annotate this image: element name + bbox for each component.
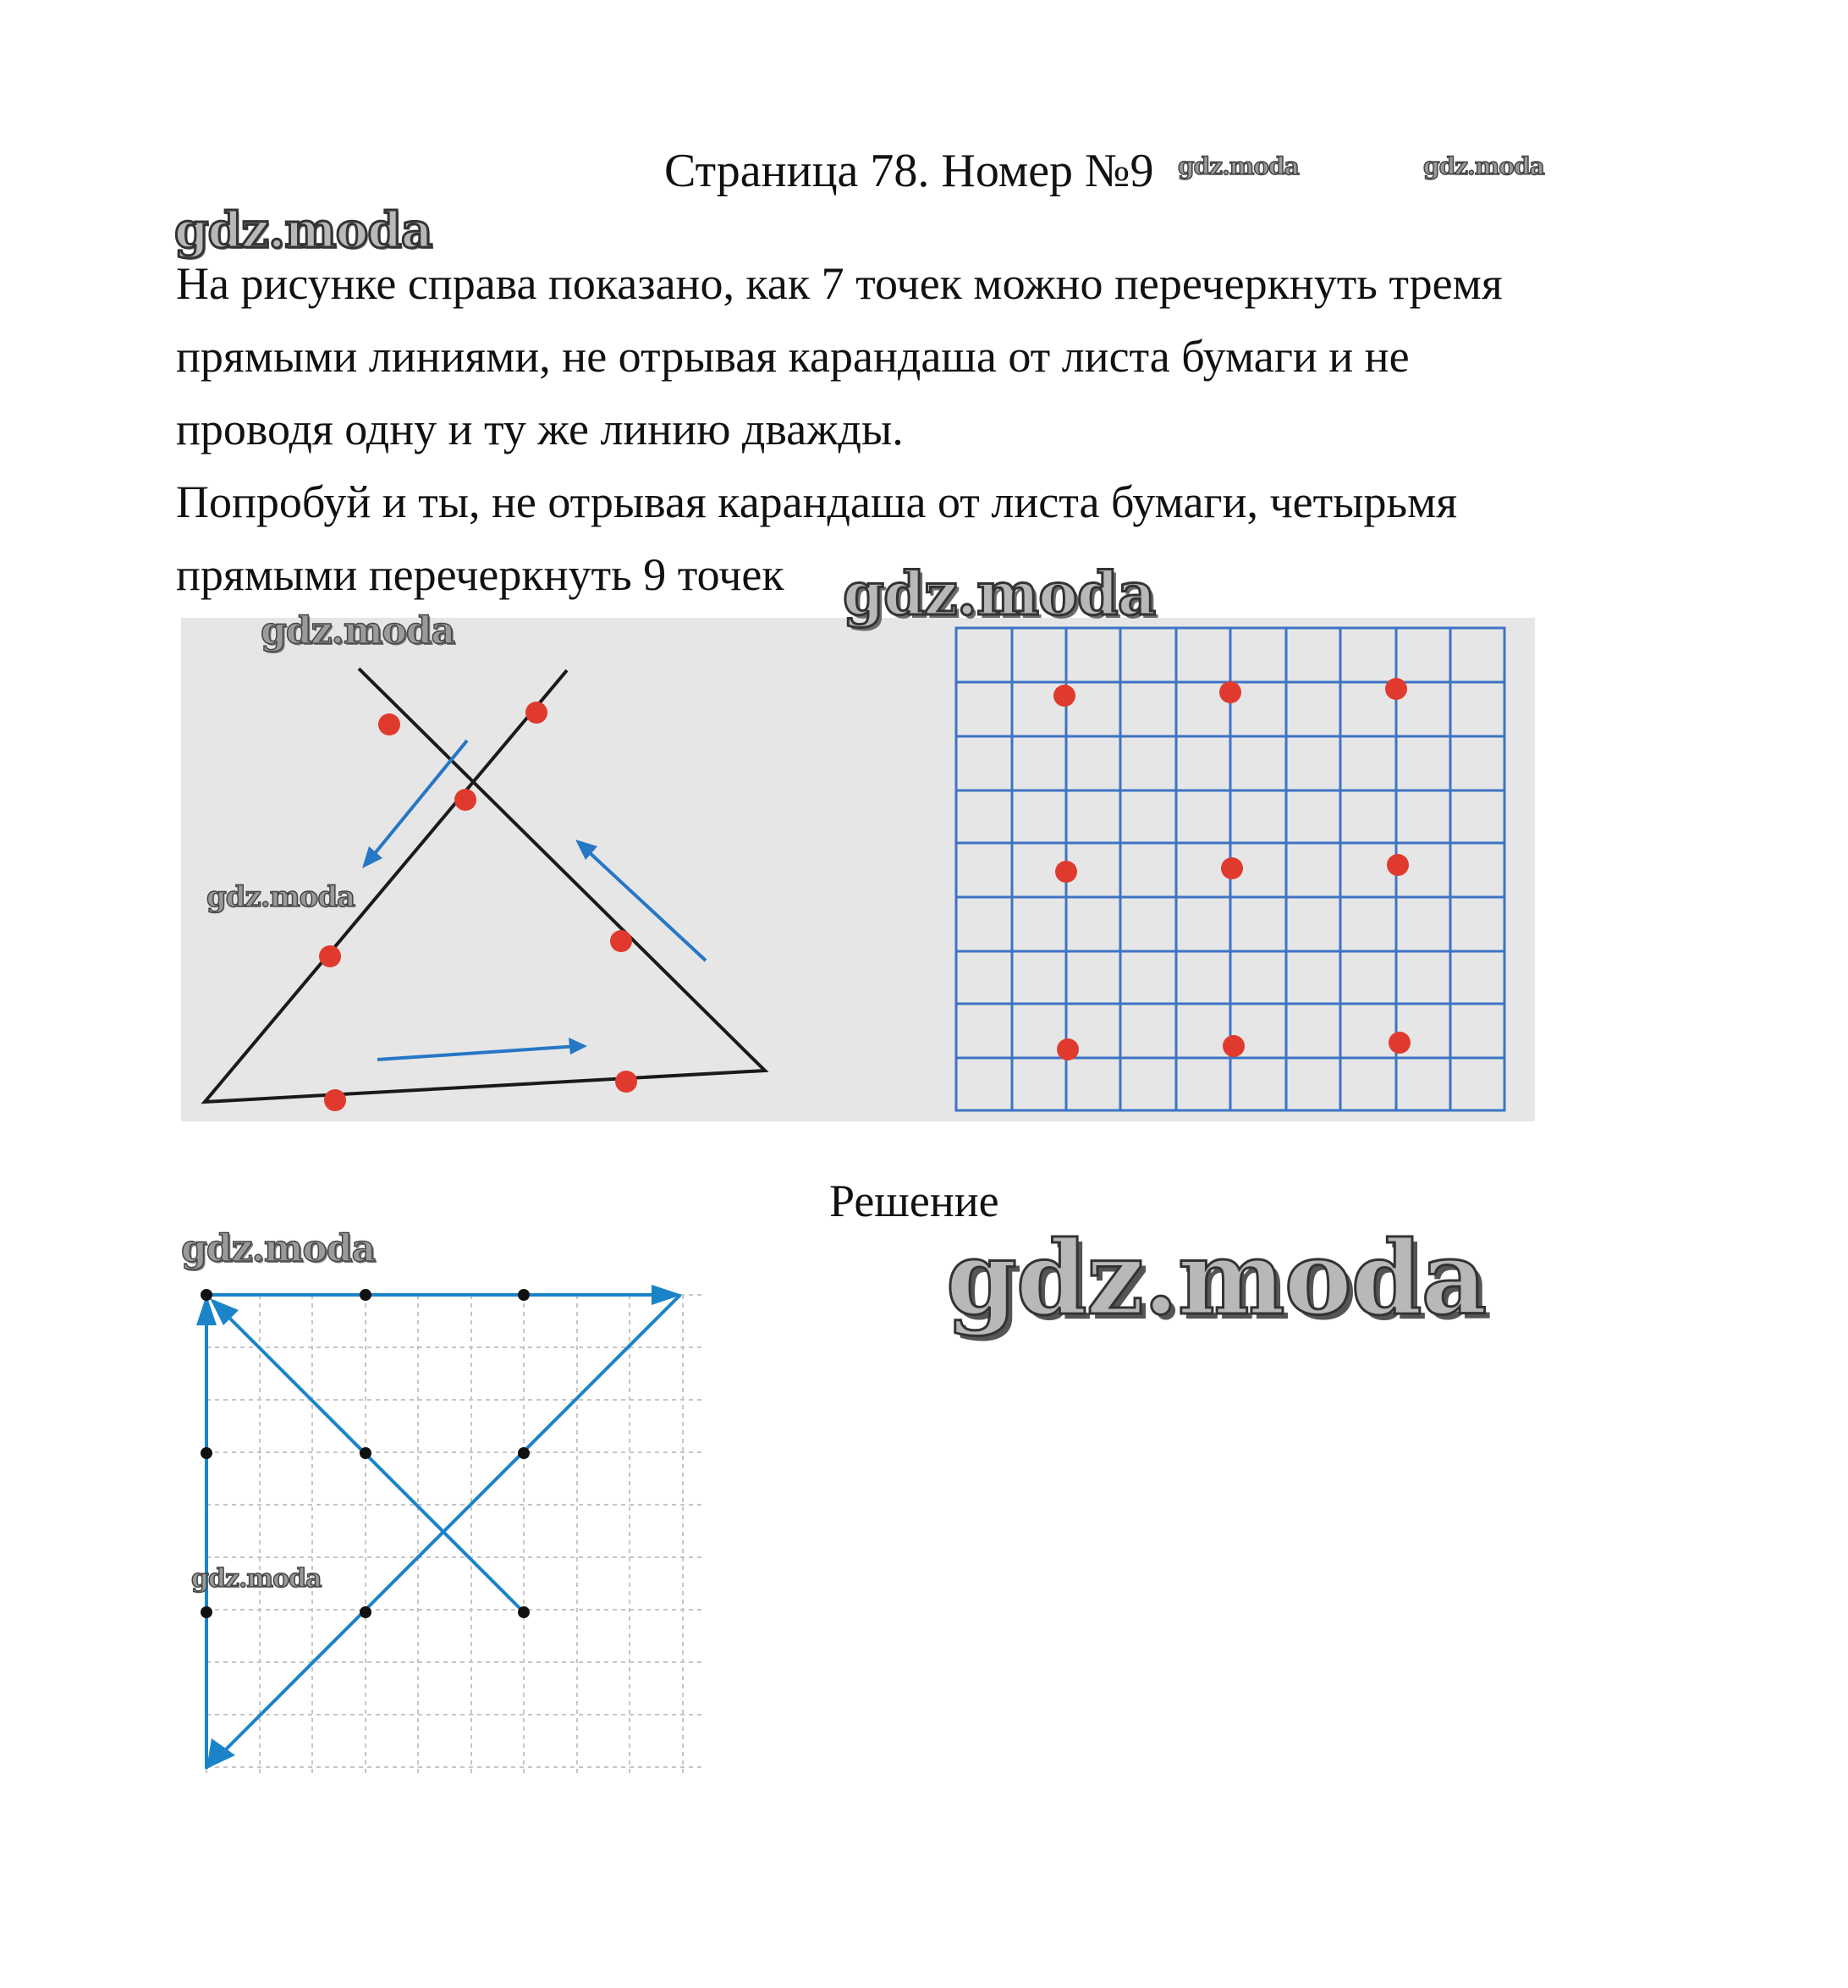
page-title: Страница 78. Номер №9 xyxy=(664,145,1154,197)
dot xyxy=(615,1071,637,1093)
task-line-3: проводя одну и ту же линию дважды. xyxy=(176,404,904,454)
dot xyxy=(360,1606,371,1618)
arrowhead-right-icon xyxy=(652,1285,682,1305)
watermark: gdz.moda xyxy=(1178,152,1299,180)
dot xyxy=(1223,1035,1245,1057)
solution-figure xyxy=(181,1269,723,1794)
dot xyxy=(1385,678,1407,700)
dot xyxy=(378,713,400,735)
watermark: gdz.moda xyxy=(174,201,432,259)
solution-path xyxy=(206,1295,680,1769)
dot xyxy=(1057,1038,1079,1060)
watermark: gdz.moda xyxy=(946,1219,1487,1338)
dot xyxy=(525,702,547,724)
dot xyxy=(360,1447,371,1459)
textbook-figure xyxy=(181,618,1535,1121)
watermark: gdz.moda xyxy=(843,559,1156,629)
dot xyxy=(454,789,476,811)
dot xyxy=(201,1289,212,1301)
dot xyxy=(1053,685,1075,707)
watermark: gdz.moda xyxy=(206,880,355,914)
task-line-5: прямыми перечеркнуть 9 точек xyxy=(176,549,784,600)
watermark: gdz.moda xyxy=(191,1564,322,1594)
watermark: gdz.moda xyxy=(181,1227,376,1270)
task-line-2: прямыми линиями, не отрывая карандаша от листа бумаги и не xyxy=(176,331,1410,382)
dot xyxy=(1389,1032,1411,1054)
dot xyxy=(319,945,341,967)
dot xyxy=(201,1447,212,1459)
dot xyxy=(1221,857,1243,879)
task-line-1: На рисунке справа показано, как 7 точек можно перечеркнуть тремя xyxy=(176,258,1503,309)
dot xyxy=(610,930,632,952)
dot xyxy=(518,1447,530,1459)
watermark: gdz.moda xyxy=(1423,152,1544,180)
dot xyxy=(518,1606,530,1618)
dot xyxy=(1219,681,1241,703)
dot xyxy=(1055,861,1077,883)
dot xyxy=(360,1289,371,1301)
dot xyxy=(518,1289,530,1301)
dot xyxy=(1387,854,1409,876)
path-segment xyxy=(217,1295,680,1759)
dot xyxy=(201,1606,212,1618)
dot xyxy=(324,1089,346,1111)
watermark: gdz.moda xyxy=(261,609,455,653)
task-line-4: Попробуй и ты, не отрывая карандаша от листа бумаги, четырьмя xyxy=(176,476,1458,527)
solution-label: Решение xyxy=(829,1176,999,1226)
